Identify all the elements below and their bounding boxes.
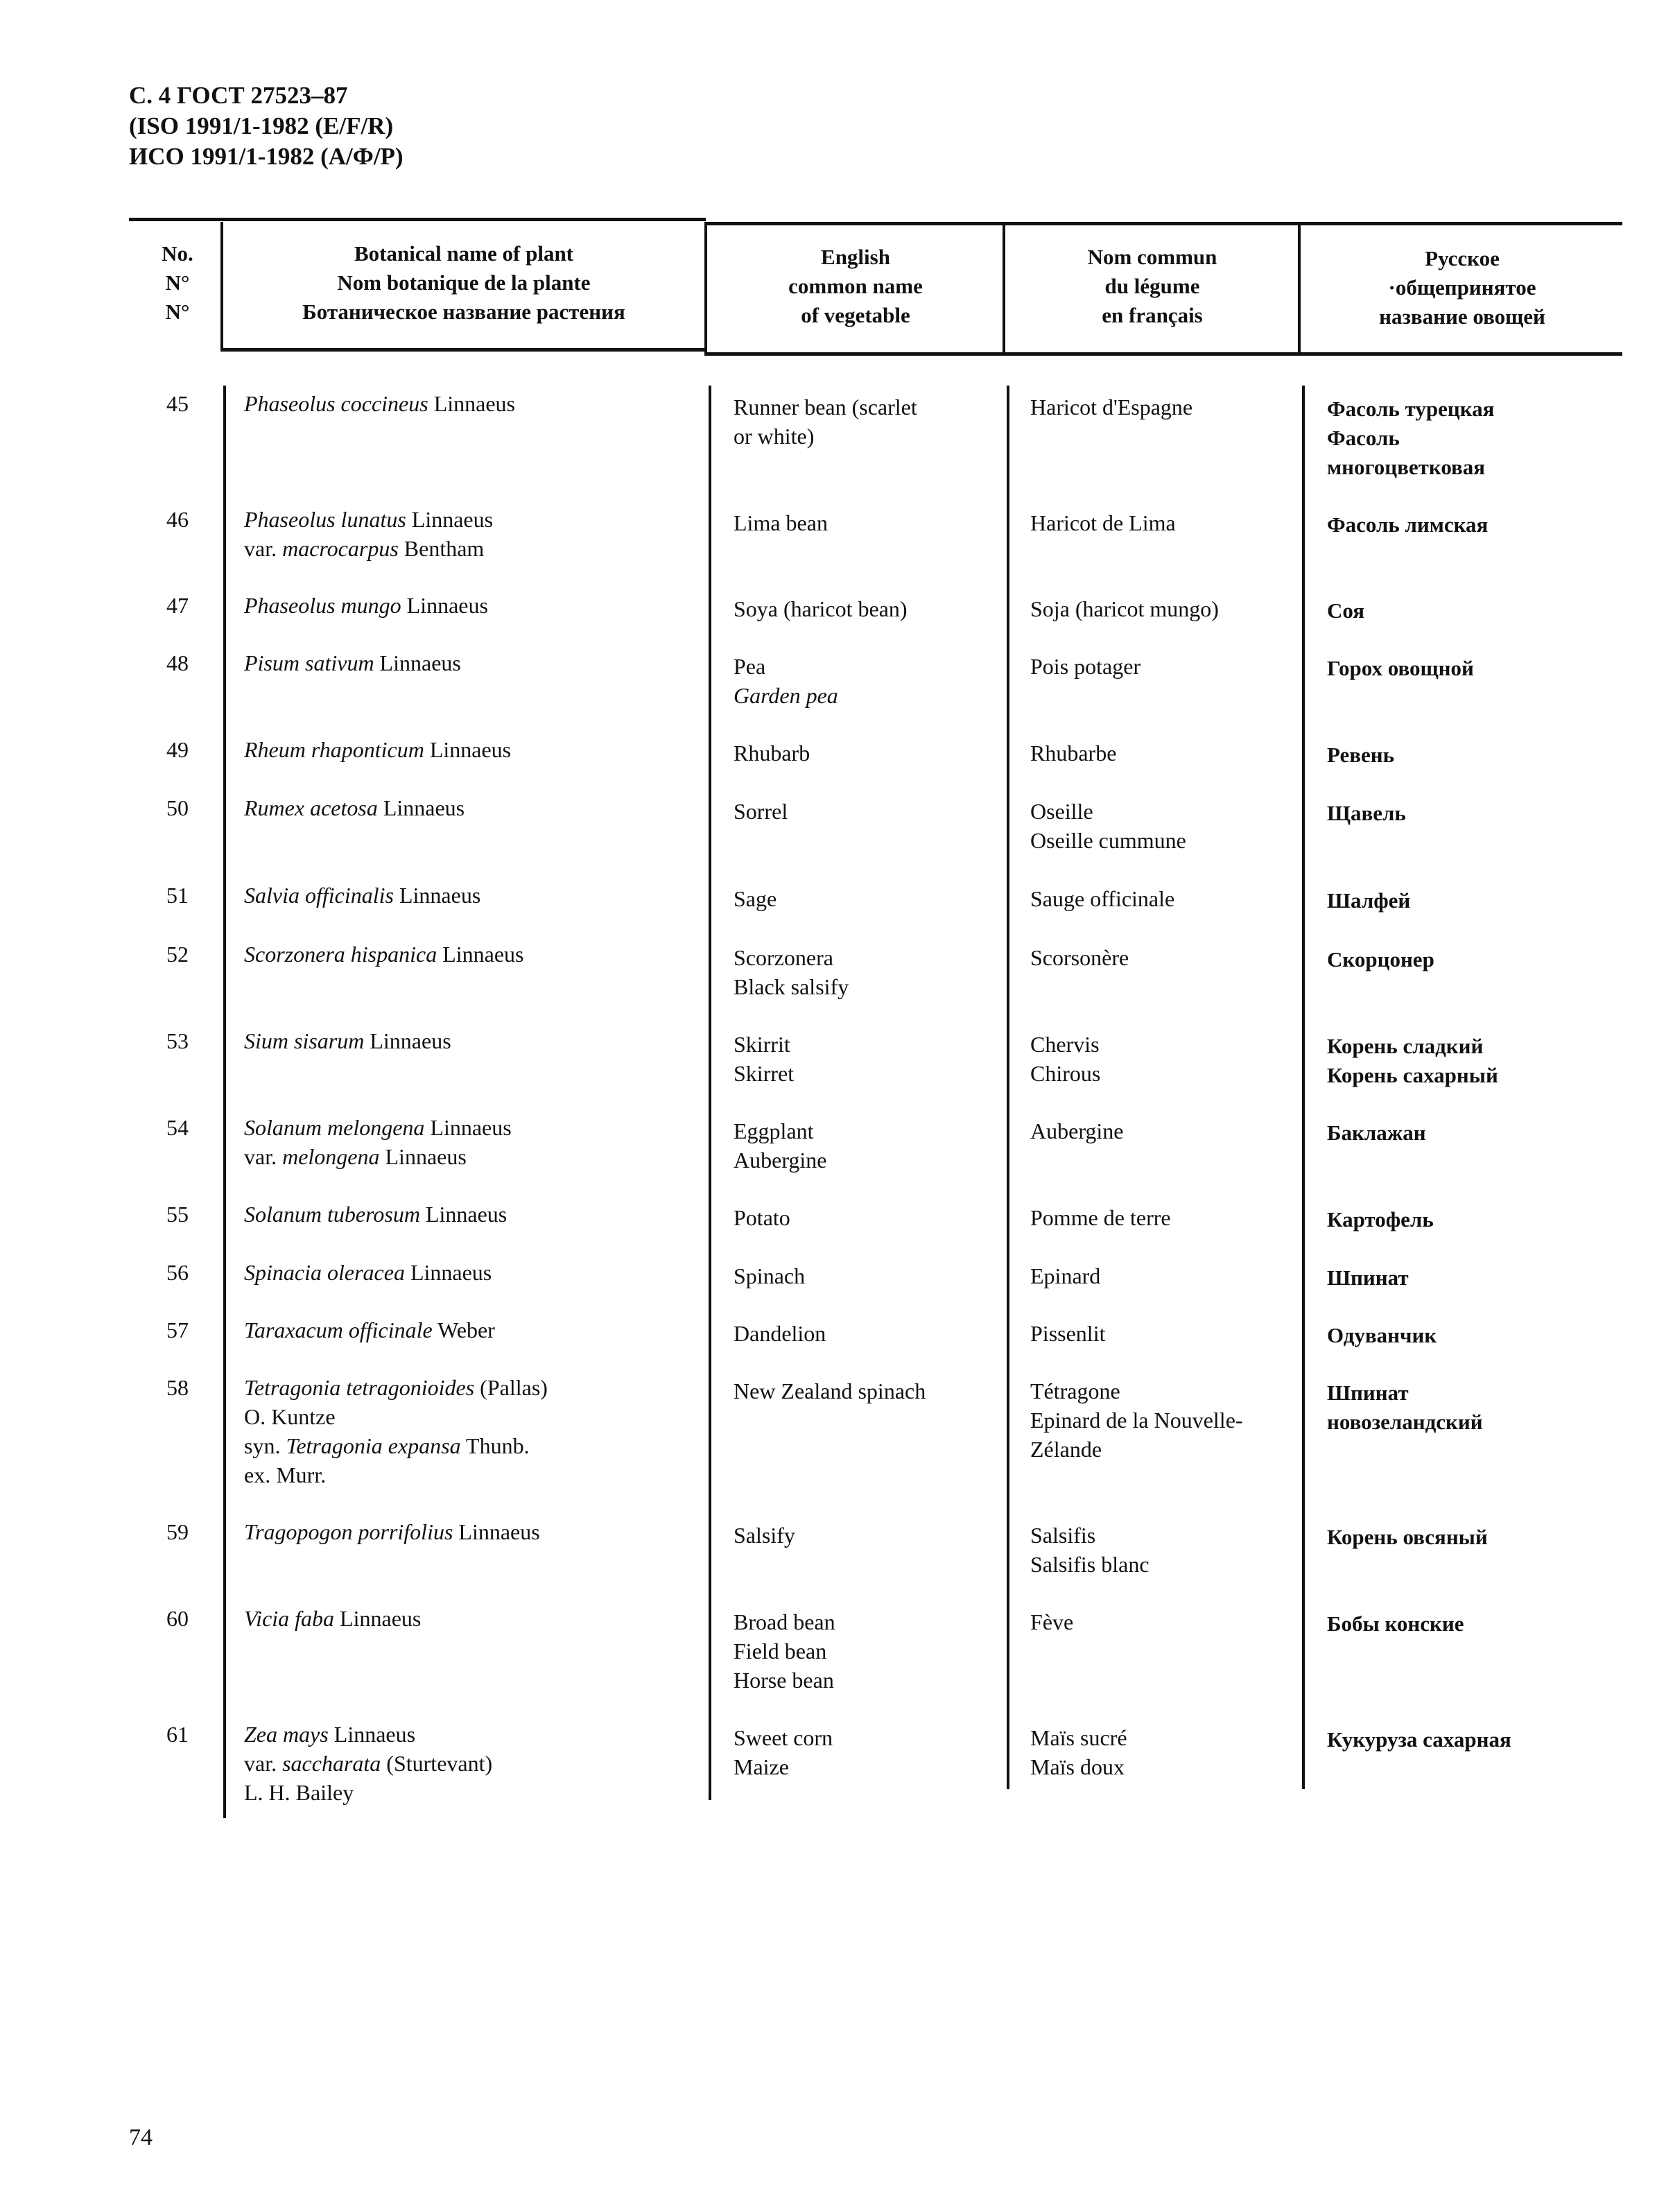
header-english-line-2: common name [788,274,923,298]
row-number: 45 [166,391,189,416]
french-name [1030,1030,1100,1088]
botanical-species: Zea mays [244,1722,329,1747]
botanical-species: Tetragonia tetragonioides [244,1375,475,1400]
header-french-name [1007,243,1298,330]
russian-name [1327,741,1394,770]
russian-name [1327,1205,1434,1234]
header-english-line-1: English [821,245,890,269]
english-name-line: Sorrel [734,799,788,824]
french-name-line: Zélande [1030,1437,1102,1462]
botanical-author: Linnaeus [424,1115,512,1140]
column-divider-2 [704,222,707,355]
header-english-name [709,243,1003,330]
header-bottom-rule-left [220,348,706,352]
english-name-line: Scorzonera [734,945,833,970]
botanical-author: Linnaeus [424,737,512,762]
english-name [734,884,777,913]
russian-name-line: Кукуруза сахарная [1327,1727,1511,1752]
russian-name-line: Одуванчик [1327,1323,1437,1347]
russian-name-line: новозеландский [1327,1410,1483,1434]
russian-name [1327,1379,1483,1437]
french-name [1030,508,1176,537]
french-name-line: Haricot d'Espagne [1030,395,1193,420]
english-name-line: or white) [734,424,815,449]
english-name-line: Rhubarb [734,741,810,766]
russian-name [1327,510,1488,539]
botanical-author: O. Kuntze [244,1404,336,1429]
french-name-line: Chirous [1030,1061,1101,1086]
french-name-line: Maïs doux [1030,1754,1125,1779]
header-botanical-name [223,239,704,327]
botanical-author: Linnaeus [393,883,481,908]
russian-name-line: Фасоль лимская [1327,512,1489,537]
botanical-species: Solanum melongena [244,1115,425,1140]
russian-name [1327,1523,1488,1552]
english-name-line: Eggplant [734,1118,814,1143]
english-name [734,1116,826,1175]
english-name-line: Broad bean [734,1609,835,1634]
botanical-name [244,505,493,563]
english-name-line: Soya (haricot bean) [734,596,908,621]
botanical-author: (Sturtevant) [381,1751,493,1776]
russian-name-line: Шпинат [1327,1265,1409,1290]
russian-name [1327,395,1494,482]
russian-name-line: Баклажан [1327,1121,1426,1145]
russian-name [1327,654,1474,683]
botanical-name [244,1113,512,1171]
botanical-variety: melongena [282,1144,380,1169]
french-name [1030,1521,1150,1579]
russian-name-line: Корень овсяный [1327,1525,1488,1549]
body-divider-2 [709,386,711,1800]
botanical-species: Solanum tuberosum [244,1202,420,1227]
english-name [734,1319,826,1348]
english-name-line: Maize [734,1754,789,1779]
botanical-prefix: syn. [244,1433,286,1458]
russian-name-line: Скорцонер [1327,947,1434,971]
header-russian-line-2: ·общепринятое [1388,275,1536,300]
botanical-author: Linnaeus [428,391,515,416]
botanical-name [244,1258,492,1287]
english-name [734,1261,805,1290]
french-name-line: Sauge officinale [1030,886,1175,911]
english-name-line: Skirrit [734,1032,790,1057]
header-russian-name [1302,244,1622,331]
botanical-author: Linnaeus [334,1606,422,1631]
row-number: 56 [166,1260,189,1285]
body-divider-3 [1007,386,1009,1789]
russian-name-line: Фасоль [1327,426,1400,450]
row-number: 47 [166,593,189,618]
french-name-line: Pomme de terre [1030,1205,1171,1230]
botanical-species: Rheum rhaponticum [244,737,424,762]
row-number: 51 [166,883,189,908]
botanical-species: Sium sisarum [244,1028,365,1053]
row-number: 59 [166,1519,189,1544]
botanical-author: Linnaeus [406,507,494,532]
botanical-species: Phaseolus coccineus [244,391,428,416]
botanical-author: Linnaeus [328,1722,416,1747]
russian-name-line: Ревень [1327,743,1395,767]
french-name-line: Maïs sucré [1030,1725,1127,1750]
row-number: 55 [166,1202,189,1227]
russian-name-line: Фасоль турецкая [1327,397,1495,421]
header-russian-line-1: Русское [1425,246,1500,270]
english-name-line: Spinach [734,1263,806,1288]
russian-name [1327,1032,1498,1090]
header-line-2: (ISO 1991/1-1982 (E/F/R) [129,112,394,139]
botanical-author: Linnaeus [404,1260,492,1285]
row-number: 60 [166,1606,189,1631]
header-no-line-1: No. [162,241,193,266]
english-name [734,508,828,537]
botanical-author: Linnaeus [419,1202,507,1227]
row-number: 49 [166,737,189,762]
botanical-name [244,389,515,418]
french-name-line: Soja (haricot mungo) [1030,596,1219,621]
russian-name-line: Корень сахарный [1327,1063,1498,1087]
french-name [1030,1261,1100,1290]
header-french-line-3: en français [1102,303,1203,327]
header-russian-line-3: название овощей [1379,304,1545,329]
english-name-line: Black salsify [734,974,849,999]
french-name [1030,1723,1127,1781]
botanical-author: Thunb. [460,1433,530,1458]
botanical-author: ex. Murr. [244,1462,327,1487]
botanical-name [244,648,461,677]
header-botanical-line-1: Botanical name of plant [354,241,574,266]
french-name [1030,652,1140,681]
row-number: 53 [166,1028,189,1053]
row-number: 58 [166,1375,189,1400]
english-name-line: Sage [734,886,777,911]
english-name-line: Potato [734,1205,790,1230]
english-name [734,1607,835,1695]
botanical-name [244,735,511,764]
english-name-line: Lima bean [734,510,828,535]
botanical-name [244,1200,507,1229]
row-number: 48 [166,650,189,675]
botanical-species: Vicia faba [244,1606,335,1631]
column-divider-4 [1298,222,1301,355]
french-name-line: Haricot de Lima [1030,510,1176,535]
botanical-prefix: var. [244,1144,283,1169]
french-name-line: Epinard de la Nouvelle- [1030,1408,1243,1433]
body-divider-1 [223,386,226,1818]
russian-name [1327,596,1364,625]
french-name [1030,884,1174,913]
header-no-line-3: N° [165,300,190,324]
botanical-prefix: var. [244,536,283,561]
botanical-name [244,1026,451,1055]
botanical-author: Linnaeus [364,1028,451,1053]
french-name-line: Rhubarbe [1030,741,1117,766]
french-name [1030,797,1186,855]
english-name [734,1203,790,1232]
french-name [1030,1203,1171,1232]
english-name-line: Skirret [734,1061,795,1086]
english-name [734,1376,926,1406]
english-name-line: Runner bean (scarlet [734,395,917,420]
french-name [1030,1607,1073,1636]
english-name [734,797,788,826]
french-name [1030,1116,1123,1146]
english-name [734,943,849,1001]
botanical-author: Linnaeus [374,650,461,675]
russian-name-line: Картофель [1327,1207,1434,1232]
english-name [734,1521,795,1550]
russian-name [1327,1609,1464,1639]
french-name-line: Tétragone [1030,1379,1120,1403]
french-name-line: Pois potager [1030,654,1141,679]
russian-name-line: Щавель [1327,801,1406,825]
english-name-line: Salsify [734,1523,795,1548]
botanical-author: (Pallas) [474,1375,548,1400]
english-name [734,392,917,451]
russian-name-line: Корень сладкий [1327,1034,1484,1058]
botanical-name [244,940,524,969]
botanical-name [244,1720,492,1807]
header-no-line-2: N° [165,270,190,295]
french-name-line: Aubergine [1030,1118,1124,1143]
english-name-line: Garden pea [734,683,838,708]
row-number: 57 [166,1317,189,1342]
header-french-line-1: Nom commun [1087,245,1217,269]
page-number: 74 [129,2125,153,2150]
botanical-author: Linnaeus [401,593,488,618]
botanical-name [244,793,465,822]
botanical-species: Scorzonera hispanica [244,942,437,967]
table-top-rule-right [704,222,1622,225]
botanical-species: Phaseolus mungo [244,593,401,618]
header-bottom-rule-right [704,352,1622,356]
french-name-line: Fève [1030,1609,1074,1634]
russian-name [1327,799,1406,828]
french-name [1030,1376,1243,1464]
column-divider-3 [1003,222,1005,355]
english-name [734,1723,833,1781]
botanical-synonym: Tetragonia expansa [286,1433,461,1458]
header-line-3: ИСО 1991/1-1982 (А/Ф/Р) [129,143,404,170]
russian-name [1327,1725,1511,1754]
header-no [136,239,219,327]
botanical-author: Linnaeus [379,1144,467,1169]
french-name-line: Chervis [1030,1032,1100,1057]
header-botanical-line-3: Ботаническое название растения [302,300,625,324]
russian-name [1327,1118,1426,1148]
english-name [734,594,908,623]
french-name [1030,943,1129,972]
botanical-species: Tragopogon porrifolius [244,1519,453,1544]
english-name [734,652,838,710]
botanical-author: Linnaeus [453,1519,540,1544]
botanical-prefix: var. [244,1751,283,1776]
english-name-line: Aubergine [734,1148,827,1173]
english-name-line: New Zealand spinach [734,1379,926,1403]
header-botanical-line-2: Nom botanique de la plante [337,270,591,295]
botanical-name [244,881,480,910]
french-name-line: Scorsonère [1030,945,1129,970]
french-name-line: Epinard [1030,1263,1101,1288]
botanical-species: Taraxacum officinale [244,1317,433,1342]
botanical-author: Bentham [398,536,485,561]
botanical-author: Linnaeus [437,942,524,967]
english-name-line: Dandelion [734,1321,826,1346]
english-name-line: Field bean [734,1639,827,1664]
header-french-line-2: du légume [1104,274,1200,298]
russian-name [1327,886,1410,915]
header-english-line-3: of vegetable [801,303,910,327]
french-name-line: Salsifis [1030,1523,1096,1548]
botanical-name [244,1517,540,1546]
russian-name-line: Шпинат [1327,1381,1409,1405]
botanical-author: Weber [432,1317,495,1342]
row-number: 52 [166,942,189,967]
french-name-line: Salsifis blanc [1030,1552,1150,1577]
french-name-line: Pissenlit [1030,1321,1106,1346]
botanical-species: Rumex acetosa [244,795,378,820]
row-number: 50 [166,795,189,820]
header-line-1: С. 4 ГОСТ 27523–87 [129,82,348,109]
botanical-name [244,591,488,620]
english-name-line: Horse bean [734,1668,834,1693]
botanical-author: Linnaeus [377,795,465,820]
russian-name-line: Шалфей [1327,888,1411,913]
botanical-name [244,1315,495,1345]
botanical-variety: macrocarpus [282,536,399,561]
french-name [1030,738,1116,768]
english-name-line: Pea [734,654,766,679]
english-name [734,1030,794,1088]
russian-name-line: Горох овощной [1327,656,1474,680]
row-number: 54 [166,1115,189,1140]
botanical-variety: saccharata [282,1751,381,1776]
french-name [1030,1319,1105,1348]
french-name-line: Oseille [1030,799,1093,824]
botanical-species: Salvia officinalis [244,883,394,908]
botanical-species: Spinacia oleracea [244,1260,405,1285]
english-name-line: Sweet corn [734,1725,833,1750]
body-divider-4 [1302,386,1305,1789]
russian-name-line: Соя [1327,598,1365,623]
russian-name-line: Бобы конские [1327,1612,1464,1636]
russian-name [1327,945,1434,974]
russian-name [1327,1321,1437,1350]
row-number: 46 [166,507,189,532]
russian-name-line: многоцветковая [1327,455,1486,479]
botanical-species: Pisum sativum [244,650,374,675]
table-top-rule-left [129,218,706,221]
french-name [1030,392,1192,422]
row-number: 61 [166,1722,189,1747]
french-name-line: Oseille cummune [1030,828,1186,853]
document-header [129,80,404,172]
botanical-author: L. H. Bailey [244,1780,354,1805]
english-name [734,738,810,768]
botanical-name [244,1604,421,1633]
french-name [1030,594,1219,623]
russian-name [1327,1263,1409,1293]
botanical-species: Phaseolus lunatus [244,507,406,532]
botanical-name [244,1373,548,1489]
